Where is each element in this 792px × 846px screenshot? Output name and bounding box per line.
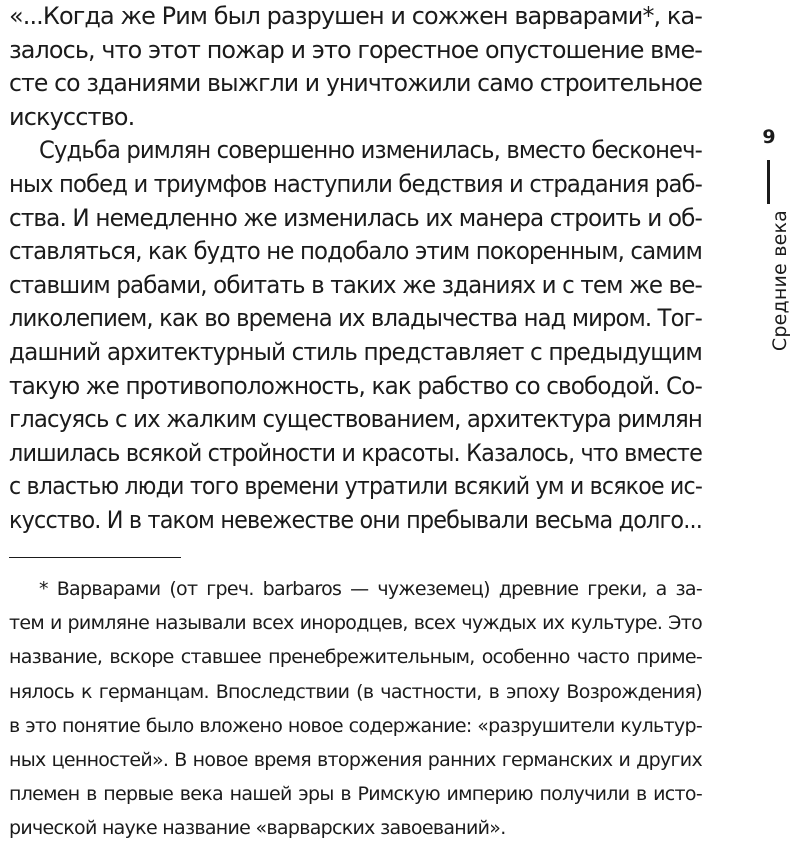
section-title: Средние века: [769, 210, 791, 352]
text-line: Судьба римлян совершенно изменилась, вместо бесконеч-: [39, 136, 702, 165]
text-line: ства. И немедленно же изменилась их манера строить и об-: [9, 203, 702, 232]
text-line: кусство. И в таком невежестве они пребывали весьма долго...: [9, 505, 702, 534]
text-line: такую же противоположность, как рабство со свободой. Со-: [9, 371, 702, 400]
text-line: искусство.: [9, 102, 135, 131]
footnote-line: ных ценностей». В новое время вторжения ранних германских и других: [9, 748, 702, 771]
text-line: ликолепием, как во времена их владычества над миром. Тог-: [9, 304, 702, 333]
footnote-line: название, вскоре ставшее пренебрежительным, особенно часто приме-: [9, 646, 702, 669]
text-line: с властью люди того времени утратили всякий ум и всякое ис-: [9, 472, 702, 501]
page-number: 9: [762, 126, 776, 148]
footnote-line: рической науке название «варварских завоеваний».: [9, 817, 506, 840]
footnote: [9, 572, 702, 846]
footnote-line: * Варварами (от греч. barbaros — чужеземец) древние греки, а за-: [39, 578, 702, 600]
header-bar: [767, 160, 770, 204]
text-line: ных побед и триумфов наступили бедствия и страдания раб-: [9, 169, 702, 198]
text-line: «...Когда же Рим был разрушен и сожжен варварами*, ка-: [9, 2, 702, 30]
text-line: ставляться, как будто не подобало этим покоренным, самим: [9, 237, 702, 266]
text-line: залось, что этот пожар и это горестное опустошение вме-: [9, 35, 702, 64]
text-line: сте со зданиями выжгли и уничтожили само строительное: [9, 69, 702, 98]
running-header: [752, 122, 792, 352]
footnote-line: тем и римляне называли всех инородцев, всех чуждых их культуре. Это: [9, 612, 702, 635]
text-line: лишилась всякой стройности и красоты. Казалось, что вместе: [9, 438, 702, 467]
footnote-divider: [9, 557, 181, 558]
footnote-line: в это понятие было вложено новое содержание: «разрушители культур-: [9, 714, 702, 737]
footnote-line: племен в первые века нашей эры в Римскую империю получили в исто-: [9, 783, 702, 806]
text-line: ставшим рабами, обитать в таких же зданиях и с тем же ве-: [9, 270, 702, 299]
footnote-line: нялось к германцам. Впоследствии (в частности, в эпоху Возрождения): [9, 680, 702, 703]
main-text: [9, 0, 702, 538]
text-line: дашний архитектурный стиль представляет с предыдущим: [9, 337, 702, 366]
text-line: гласуясь с их жалким существованием, архитектура римлян: [9, 405, 702, 434]
